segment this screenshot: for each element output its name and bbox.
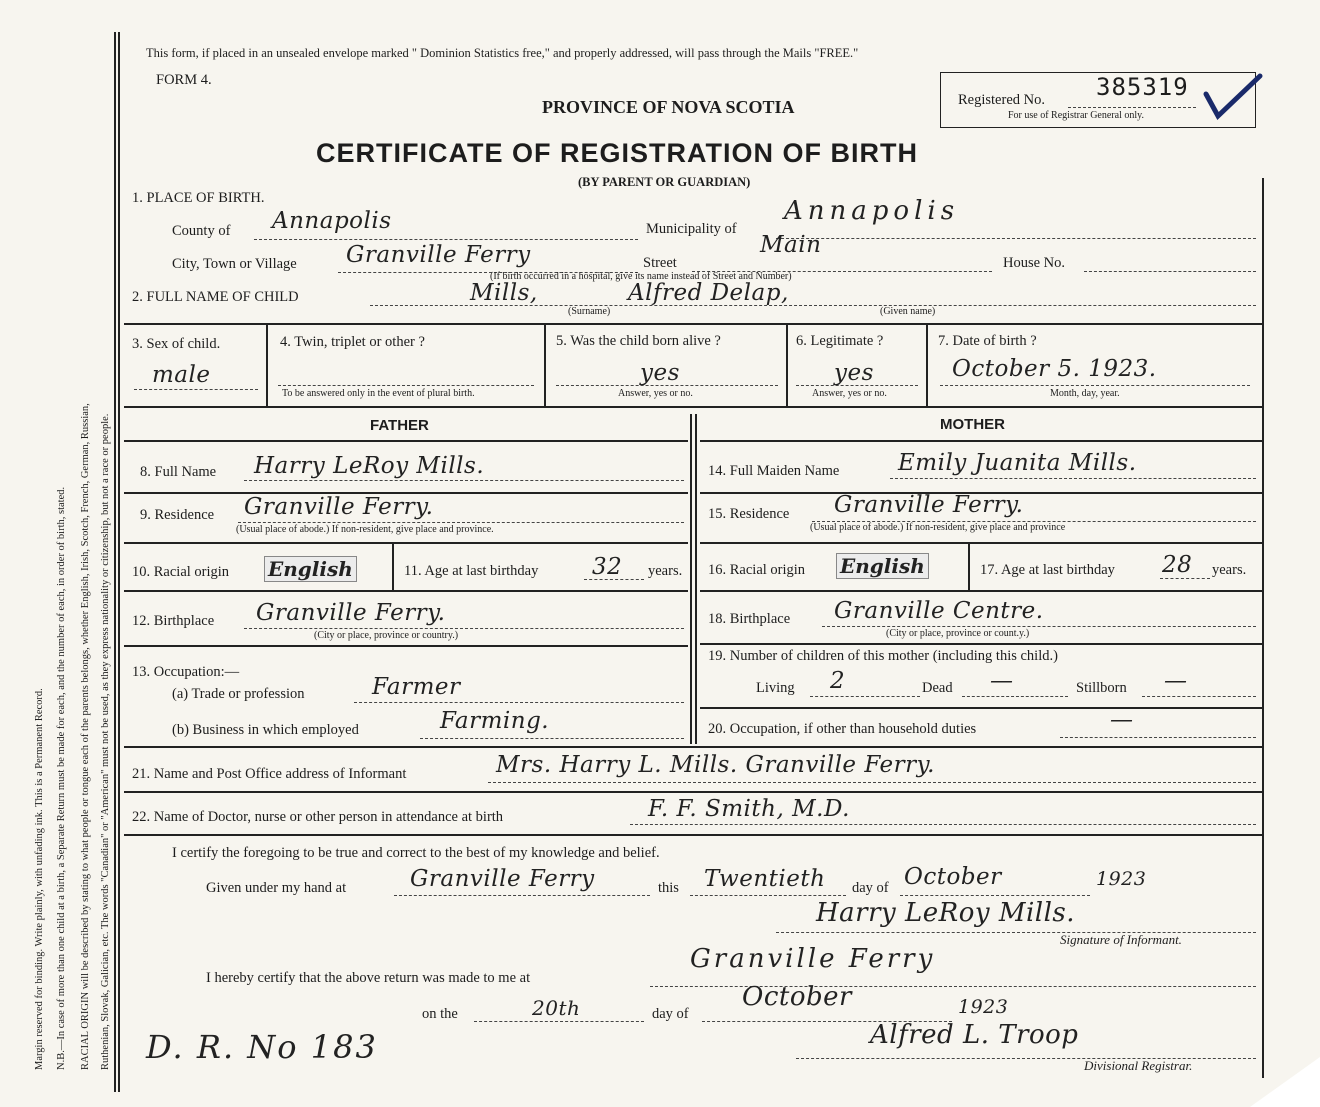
registrar-place: Granville Ferry (690, 944, 936, 974)
mother-bp-label: 18. Birthplace (708, 611, 791, 627)
twin-label: 4. Twin, triplet or other ? (280, 334, 425, 350)
father-racial-label: 10. Racial origin (132, 564, 230, 580)
mother-stillborn-value: — (1164, 668, 1188, 694)
twin-line (278, 385, 534, 386)
father-div-10 (392, 542, 394, 590)
child-given-name: Alfred Delap, (628, 280, 789, 306)
dob-caption: Month, day, year. (1050, 388, 1120, 399)
right-border (1262, 178, 1264, 1078)
father-bp-value: Granville Ferry. (256, 600, 446, 626)
mother-res-value: Granville Ferry. (834, 492, 1024, 518)
father-bp-caption: (City or place, province or country.) (314, 630, 459, 641)
father-trade-line (354, 702, 684, 703)
province-title: PROVINCE OF NOVA SCOTIA (542, 97, 795, 117)
month-value: October (904, 864, 1002, 890)
father-rule-9 (124, 542, 688, 544)
county-value: Annapolis (272, 208, 392, 234)
form-number: FORM 4. (156, 72, 212, 88)
mother-rule-15 (700, 542, 1262, 544)
sex-line (134, 389, 258, 390)
page-fold (1250, 1057, 1320, 1107)
city-value: Granville Ferry (346, 242, 531, 268)
father-age-value: 32 (592, 554, 623, 580)
father-name-value: Harry LeRoy Mills. (254, 453, 485, 479)
father-racial-value: English (264, 556, 357, 582)
street-value: Main (760, 232, 822, 258)
div-4 (544, 323, 546, 406)
day-of-label: day of (852, 880, 889, 896)
father-name-line (244, 480, 684, 481)
hospital-note: (If birth occurred in a hospital, give its name instead of Street and Number) (490, 271, 792, 282)
on-day-value: 20th (532, 996, 581, 1020)
father-rule-12 (124, 645, 688, 647)
legit-value: yes (834, 360, 874, 386)
given-label: Given under my hand at (206, 880, 347, 896)
mother-bp-caption: (City or place, province or count.y.) (886, 628, 1030, 639)
informant-signature-line (776, 932, 1256, 933)
mother-children-label: 19. Number of children of this mother (including this child.) (708, 648, 1058, 664)
father-age-label: 11. Age at last birthday (404, 563, 539, 579)
div-5 (786, 323, 788, 406)
margin-rule-2 (114, 32, 116, 1092)
on-the-label: on the (422, 1006, 458, 1022)
city-label: City, Town or Village (172, 256, 297, 272)
registrar-use-note: For use of Registrar General only. (1008, 110, 1144, 121)
check-mark-icon (1200, 72, 1264, 122)
on-day-line (474, 1021, 644, 1022)
doctor-value: F. F. Smith, M.D. (648, 796, 850, 822)
mother-head-rule (700, 440, 1262, 442)
mother-occ-line (1060, 737, 1256, 738)
father-bp-line (244, 628, 684, 629)
mother-living-line (810, 696, 920, 697)
father-res-caption: (Usual place of abode.) If non-resident, give place and province. (236, 524, 494, 535)
mother-rule-19 (700, 707, 1262, 709)
mother-div-16 (968, 542, 970, 590)
mother-years: years. (1212, 562, 1247, 578)
registered-line (1068, 107, 1196, 108)
certificate-title: CERTIFICATE OF REGISTRATION OF BIRTH (316, 138, 918, 168)
dr-number: D. R. No 183 (146, 1028, 378, 1066)
rule-22-bottom (124, 834, 1262, 836)
rule-top-row3 (124, 323, 1262, 325)
this-line (690, 895, 846, 896)
mother-res-label: 15. Residence (708, 506, 790, 522)
informant-signature-caption: Signature of Informant. (1060, 932, 1182, 947)
mother-res-caption: (Usual place of abode.) If non-resident, give place and province (810, 522, 1066, 533)
county-label: County of (172, 223, 231, 239)
sex-value: male (152, 362, 211, 388)
mother-occ-label: 20. Occupation, if other than household duties (708, 721, 977, 737)
margin-note-3: RACIAL ORIGIN will be described by stating to what people or tongue each of the parents belongs, whether English, Irish, Scotch, French, German, Russian, (80, 403, 91, 1070)
informant-value: Mrs. Harry L. Mills. Granville Ferry. (496, 752, 935, 778)
child-surname: Mills, (470, 280, 538, 306)
legit-label: 6. Legitimate ? (796, 333, 884, 349)
registered-number: 385319 (1096, 73, 1189, 101)
mother-age-label: 17. Age at last birthday (980, 562, 1115, 578)
mother-stillborn-line (1142, 696, 1256, 697)
rule-22-top (124, 791, 1262, 793)
given-caption: (Given name) (880, 306, 936, 317)
father-res-line (238, 522, 684, 523)
column-divider-2 (695, 414, 697, 744)
margin-rule (118, 32, 120, 1092)
month2-value: October (742, 982, 852, 1012)
certify-statement: I certify the foregoing to be true and correct to the best of my knowledge and belief. (172, 845, 660, 861)
mother-dead-line (962, 696, 1068, 697)
mother-rule-18 (700, 643, 1262, 645)
mother-living-value: 2 (830, 668, 846, 694)
year2-value: 1923 (958, 996, 1009, 1018)
div-3 (266, 323, 268, 406)
father-years: years. (648, 563, 683, 579)
dob-label: 7. Date of birth ? (938, 333, 1037, 349)
street-label: Street (643, 255, 677, 271)
father-business-value: Farming. (440, 708, 550, 734)
mother-age-line (1160, 578, 1210, 579)
mother-heading: MOTHER (940, 416, 1005, 433)
dob-line (940, 385, 1250, 386)
margin-note-1: Margin reserved for binding. Write plainly, with unfading ink. This is a Permanent Record. (34, 688, 45, 1070)
registrar-statement: I hereby certify that the above return was made to me at (206, 970, 531, 986)
registered-label: Registered No. (958, 92, 1045, 108)
mother-bp-value: Granville Centre. (834, 598, 1044, 624)
alive-caption: Answer, yes or no. (618, 388, 693, 399)
registrar-place-line (650, 986, 1256, 987)
month-line (900, 895, 1090, 896)
surname-caption: (Surname) (568, 306, 611, 317)
municipality-label: Municipality of (646, 221, 737, 237)
this-label: this (658, 880, 679, 896)
house-line (1084, 271, 1256, 272)
mother-name-line (890, 478, 1256, 479)
margin-note-4: Ruthenian, Slovak, Galician, etc. The words "Canadian" or "American" must not be used, as they express nationality or citizenship, but not a race or people. (100, 413, 111, 1070)
mother-bp-line (822, 626, 1256, 627)
county-line (254, 239, 638, 240)
house-label: House No. (1003, 255, 1066, 271)
mother-occ-value: — (1110, 707, 1134, 733)
given-place: Granville Ferry (410, 866, 595, 892)
father-business-label: (b) Business in which employed (172, 722, 359, 738)
mother-racial-label: 16. Racial origin (708, 562, 806, 578)
father-bp-label: 12. Birthplace (132, 613, 215, 629)
certificate-subtitle: (BY PARENT OR GUARDIAN) (578, 175, 751, 189)
this-value: Twentieth (704, 866, 826, 892)
informant-line (488, 782, 1256, 783)
given-place-line (394, 895, 650, 896)
doctor-label: 22. Name of Doctor, nurse or other person in attendance at birth (132, 809, 504, 825)
informant-label: 21. Name and Post Office address of Informant (132, 766, 407, 782)
father-rule-10 (124, 590, 688, 592)
registrar-caption: Divisional Registrar. (1084, 1058, 1193, 1073)
rule-21-top (124, 746, 1262, 748)
legit-line (796, 385, 918, 386)
alive-line (556, 385, 778, 386)
father-head-rule (124, 440, 688, 442)
day-of-label-2: day of (652, 1006, 689, 1022)
father-occ-label: 13. Occupation:— (132, 664, 240, 680)
father-name-label: 8. Full Name (140, 464, 217, 480)
margin-note-2: N.B.—In case of more than one child at a birth, a Separate Return must be made for each, and the number of each, in order of birth, stated. (56, 486, 67, 1070)
municipality-value: Annapolis (784, 196, 960, 226)
mother-dead-label: Dead (922, 680, 953, 696)
sex-label: 3. Sex of child. (132, 336, 221, 352)
alive-label: 5. Was the child born alive ? (556, 333, 721, 349)
mother-name-value: Emily Juanita Mills. (898, 450, 1137, 476)
child-name-label: 2. FULL NAME OF CHILD (132, 289, 299, 305)
column-divider-1 (690, 414, 692, 744)
legit-caption: Answer, yes or no. (812, 388, 887, 399)
twin-note: To be answered only in the event of plural birth. (282, 388, 475, 399)
father-trade-value: Farmer (372, 674, 461, 700)
registrar-signature: Alfred L. Troop (870, 1020, 1079, 1050)
mother-racial-value: English (836, 553, 929, 579)
rule-bottom-row3 (124, 406, 1262, 408)
doctor-line (630, 824, 1256, 825)
mail-notice: This form, if placed in an unsealed envelope marked " Dominion Statistics free," and properly addressed, will pass through the Mails "FREE." (146, 46, 859, 60)
place-heading: 1. PLACE OF BIRTH. (132, 190, 265, 206)
mother-rule-16 (700, 590, 1262, 592)
municipality-line (776, 238, 1256, 239)
mother-stillborn-label: Stillborn (1076, 680, 1127, 696)
mother-age-value: 28 (1162, 552, 1193, 578)
mother-dead-value: — (990, 668, 1014, 694)
mother-living-label: Living (756, 680, 795, 696)
year-value: 1923 (1096, 868, 1147, 890)
alive-value: yes (640, 360, 680, 386)
father-business-line (420, 738, 684, 739)
informant-signature: Harry LeRoy Mills. (816, 898, 1075, 928)
father-heading: FATHER (370, 417, 429, 434)
father-res-value: Granville Ferry. (244, 494, 434, 520)
father-res-label: 9. Residence (140, 507, 215, 523)
div-6 (926, 323, 928, 406)
father-trade-label: (a) Trade or profession (172, 686, 305, 702)
mother-name-label: 14. Full Maiden Name (708, 463, 840, 479)
dob-value: October 5. 1923. (952, 356, 1157, 382)
